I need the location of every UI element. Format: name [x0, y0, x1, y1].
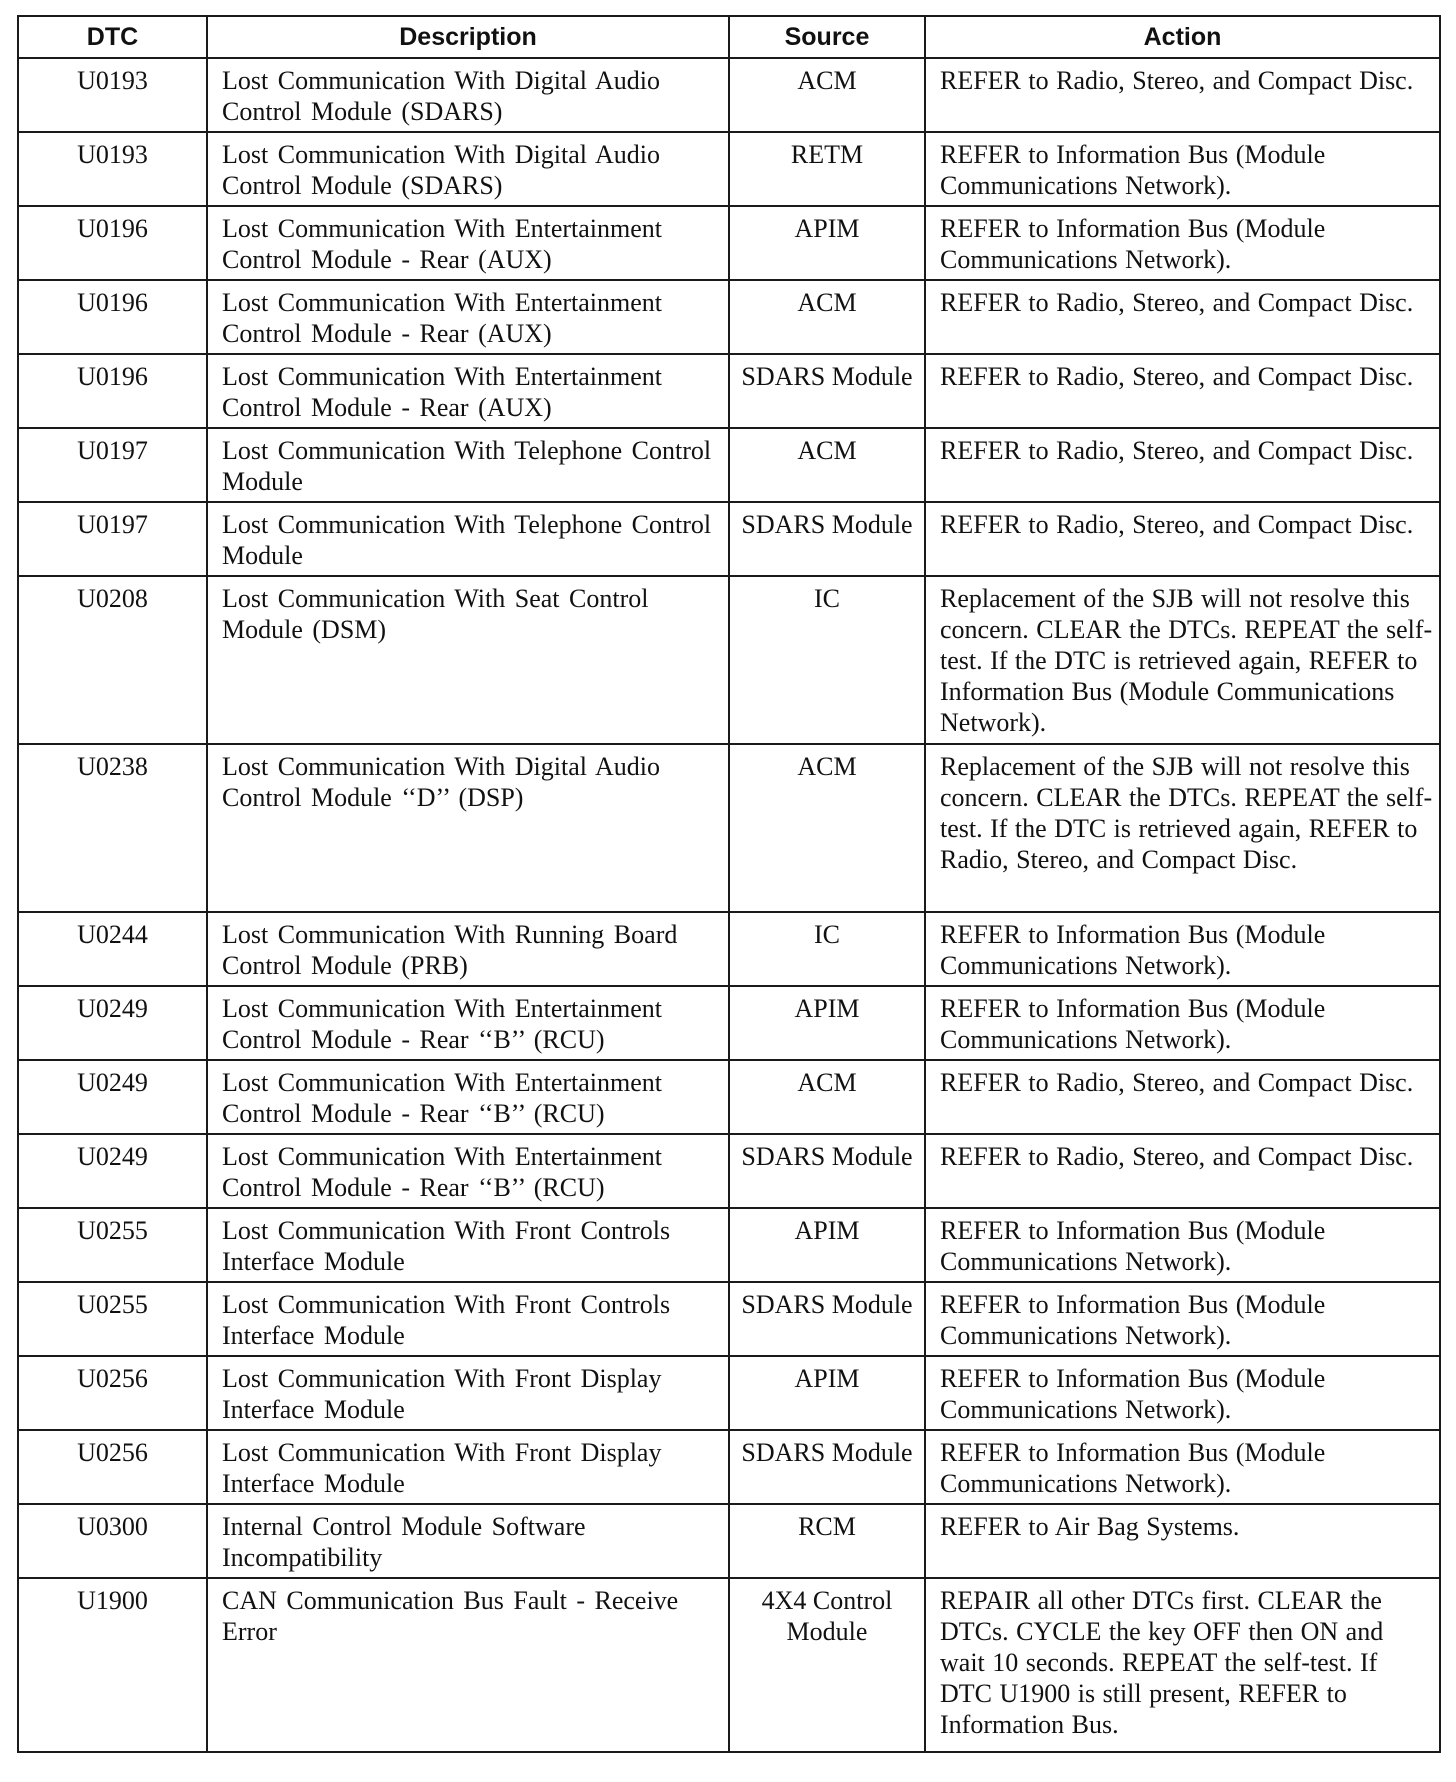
dtc-description: Lost Communication With Entertainment Control Module - Rear (AUX): [207, 354, 729, 428]
dtc-source: SDARS Module: [729, 1134, 925, 1208]
dtc-source: ACM: [729, 744, 925, 912]
dtc-description: Lost Communication With Front Display Interface Module: [207, 1356, 729, 1430]
dtc-code: U0249: [18, 986, 207, 1060]
dtc-source: APIM: [729, 1356, 925, 1430]
table-row: [18, 280, 1440, 354]
dtc-code: U0249: [18, 1134, 207, 1208]
dtc-description: Lost Communication With Front Controls Interface Module: [207, 1208, 729, 1282]
dtc-action: REFER to Information Bus (Module Communications Network).: [925, 132, 1440, 206]
dtc-code: U0256: [18, 1356, 207, 1430]
dtc-source: IC: [729, 912, 925, 986]
dtc-source: SDARS Module: [729, 1282, 925, 1356]
dtc-source: SDARS Module: [729, 1430, 925, 1504]
table-body: [18, 58, 1440, 1752]
dtc-action: REFER to Radio, Stereo, and Compact Disc.: [925, 58, 1440, 132]
dtc-action: REFER to Information Bus (Module Communications Network).: [925, 206, 1440, 280]
dtc-source: SDARS Module: [729, 502, 925, 576]
dtc-action: REPAIR all other DTCs first. CLEAR the DTCs. CYCLE the key OFF then ON and wait 10 seconds. REPEAT the self-test. If DTC U1900 is still present, REFER to Information Bus.: [925, 1578, 1440, 1752]
dtc-description: CAN Communication Bus Fault - Receive Error: [207, 1578, 729, 1752]
table-row: [18, 206, 1440, 280]
dtc-description: Lost Communication With Seat Control Module (DSM): [207, 576, 729, 744]
dtc-description: Internal Control Module Software Incompatibility: [207, 1504, 729, 1578]
table-row: [18, 428, 1440, 502]
dtc-action: REFER to Radio, Stereo, and Compact Disc.: [925, 502, 1440, 576]
table-row: [18, 1430, 1440, 1504]
dtc-source: APIM: [729, 206, 925, 280]
header-row: [18, 16, 1440, 58]
dtc-source: 4X4 Control Module: [729, 1578, 925, 1752]
dtc-source: ACM: [729, 58, 925, 132]
dtc-action: Replacement of the SJB will not resolve this concern. CLEAR the DTCs. REPEAT the self-test. If the DTC is retrieved again, REFER to Radio, Stereo, and Compact Disc.: [925, 744, 1440, 912]
table-row: [18, 1504, 1440, 1578]
dtc-source: IC: [729, 576, 925, 744]
dtc-description: Lost Communication With Front Controls Interface Module: [207, 1282, 729, 1356]
dtc-source: APIM: [729, 986, 925, 1060]
dtc-action: REFER to Radio, Stereo, and Compact Disc.: [925, 428, 1440, 502]
dtc-source: RETM: [729, 132, 925, 206]
dtc-action: Replacement of the SJB will not resolve this concern. CLEAR the DTCs. REPEAT the self-test. If the DTC is retrieved again, REFER to Information Bus (Module Communications Network).: [925, 576, 1440, 744]
dtc-code: U0197: [18, 502, 207, 576]
dtc-source: SDARS Module: [729, 354, 925, 428]
dtc-source: ACM: [729, 280, 925, 354]
dtc-code: U0196: [18, 280, 207, 354]
dtc-description: Lost Communication With Entertainment Control Module - Rear ‘‘B’’ (RCU): [207, 1060, 729, 1134]
table-row: [18, 1578, 1440, 1752]
dtc-action: REFER to Information Bus (Module Communications Network).: [925, 1356, 1440, 1430]
dtc-code: U0197: [18, 428, 207, 502]
dtc-table: [17, 15, 1441, 1753]
dtc-action: REFER to Radio, Stereo, and Compact Disc.: [925, 1060, 1440, 1134]
dtc-action: REFER to Information Bus (Module Communications Network).: [925, 1430, 1440, 1504]
dtc-action: REFER to Information Bus (Module Communications Network).: [925, 986, 1440, 1060]
header-dtc: DTC: [18, 16, 207, 58]
table-row: [18, 986, 1440, 1060]
dtc-code: U0244: [18, 912, 207, 986]
table-row: [18, 744, 1440, 912]
table-row: [18, 354, 1440, 428]
dtc-code: U0238: [18, 744, 207, 912]
table-row: [18, 1356, 1440, 1430]
table-row: [18, 58, 1440, 132]
dtc-description: Lost Communication With Entertainment Control Module - Rear ‘‘B’’ (RCU): [207, 986, 729, 1060]
dtc-code: U1900: [18, 1578, 207, 1752]
header-description: Description: [207, 16, 729, 58]
dtc-description: Lost Communication With Front Display Interface Module: [207, 1430, 729, 1504]
dtc-code: U0256: [18, 1430, 207, 1504]
dtc-description: Lost Communication With Telephone Control Module: [207, 428, 729, 502]
dtc-description: Lost Communication With Telephone Control Module: [207, 502, 729, 576]
dtc-action: REFER to Radio, Stereo, and Compact Disc.: [925, 280, 1440, 354]
table-header: [18, 16, 1440, 58]
header-action: Action: [925, 16, 1440, 58]
dtc-description: Lost Communication With Entertainment Control Module - Rear (AUX): [207, 280, 729, 354]
table-row: [18, 1060, 1440, 1134]
table-row: [18, 576, 1440, 744]
table-row: [18, 1208, 1440, 1282]
dtc-source: APIM: [729, 1208, 925, 1282]
dtc-action: REFER to Information Bus (Module Communications Network).: [925, 1208, 1440, 1282]
dtc-code: U0255: [18, 1282, 207, 1356]
table-row: [18, 1282, 1440, 1356]
header-source: Source: [729, 16, 925, 58]
table-row: [18, 132, 1440, 206]
dtc-code: U0196: [18, 206, 207, 280]
dtc-description: Lost Communication With Digital Audio Control Module (SDARS): [207, 58, 729, 132]
dtc-action: REFER to Information Bus (Module Communications Network).: [925, 1282, 1440, 1356]
dtc-source: ACM: [729, 428, 925, 502]
table-row: [18, 502, 1440, 576]
table-row: [18, 912, 1440, 986]
dtc-action: REFER to Air Bag Systems.: [925, 1504, 1440, 1578]
table-row: [18, 1134, 1440, 1208]
dtc-code: U0193: [18, 58, 207, 132]
dtc-description: Lost Communication With Digital Audio Control Module ‘‘D’’ (DSP): [207, 744, 729, 912]
dtc-code: U0196: [18, 354, 207, 428]
dtc-source: RCM: [729, 1504, 925, 1578]
dtc-code: U0255: [18, 1208, 207, 1282]
dtc-description: Lost Communication With Digital Audio Control Module (SDARS): [207, 132, 729, 206]
dtc-action: REFER to Radio, Stereo, and Compact Disc.: [925, 354, 1440, 428]
dtc-description: Lost Communication With Running Board Control Module (PRB): [207, 912, 729, 986]
dtc-source: ACM: [729, 1060, 925, 1134]
dtc-action: REFER to Radio, Stereo, and Compact Disc.: [925, 1134, 1440, 1208]
dtc-code: U0249: [18, 1060, 207, 1134]
dtc-code: U0193: [18, 132, 207, 206]
dtc-code: U0300: [18, 1504, 207, 1578]
dtc-description: Lost Communication With Entertainment Control Module - Rear (AUX): [207, 206, 729, 280]
dtc-action: REFER to Information Bus (Module Communications Network).: [925, 912, 1440, 986]
dtc-description: Lost Communication With Entertainment Control Module - Rear ‘‘B’’ (RCU): [207, 1134, 729, 1208]
dtc-code: U0208: [18, 576, 207, 744]
